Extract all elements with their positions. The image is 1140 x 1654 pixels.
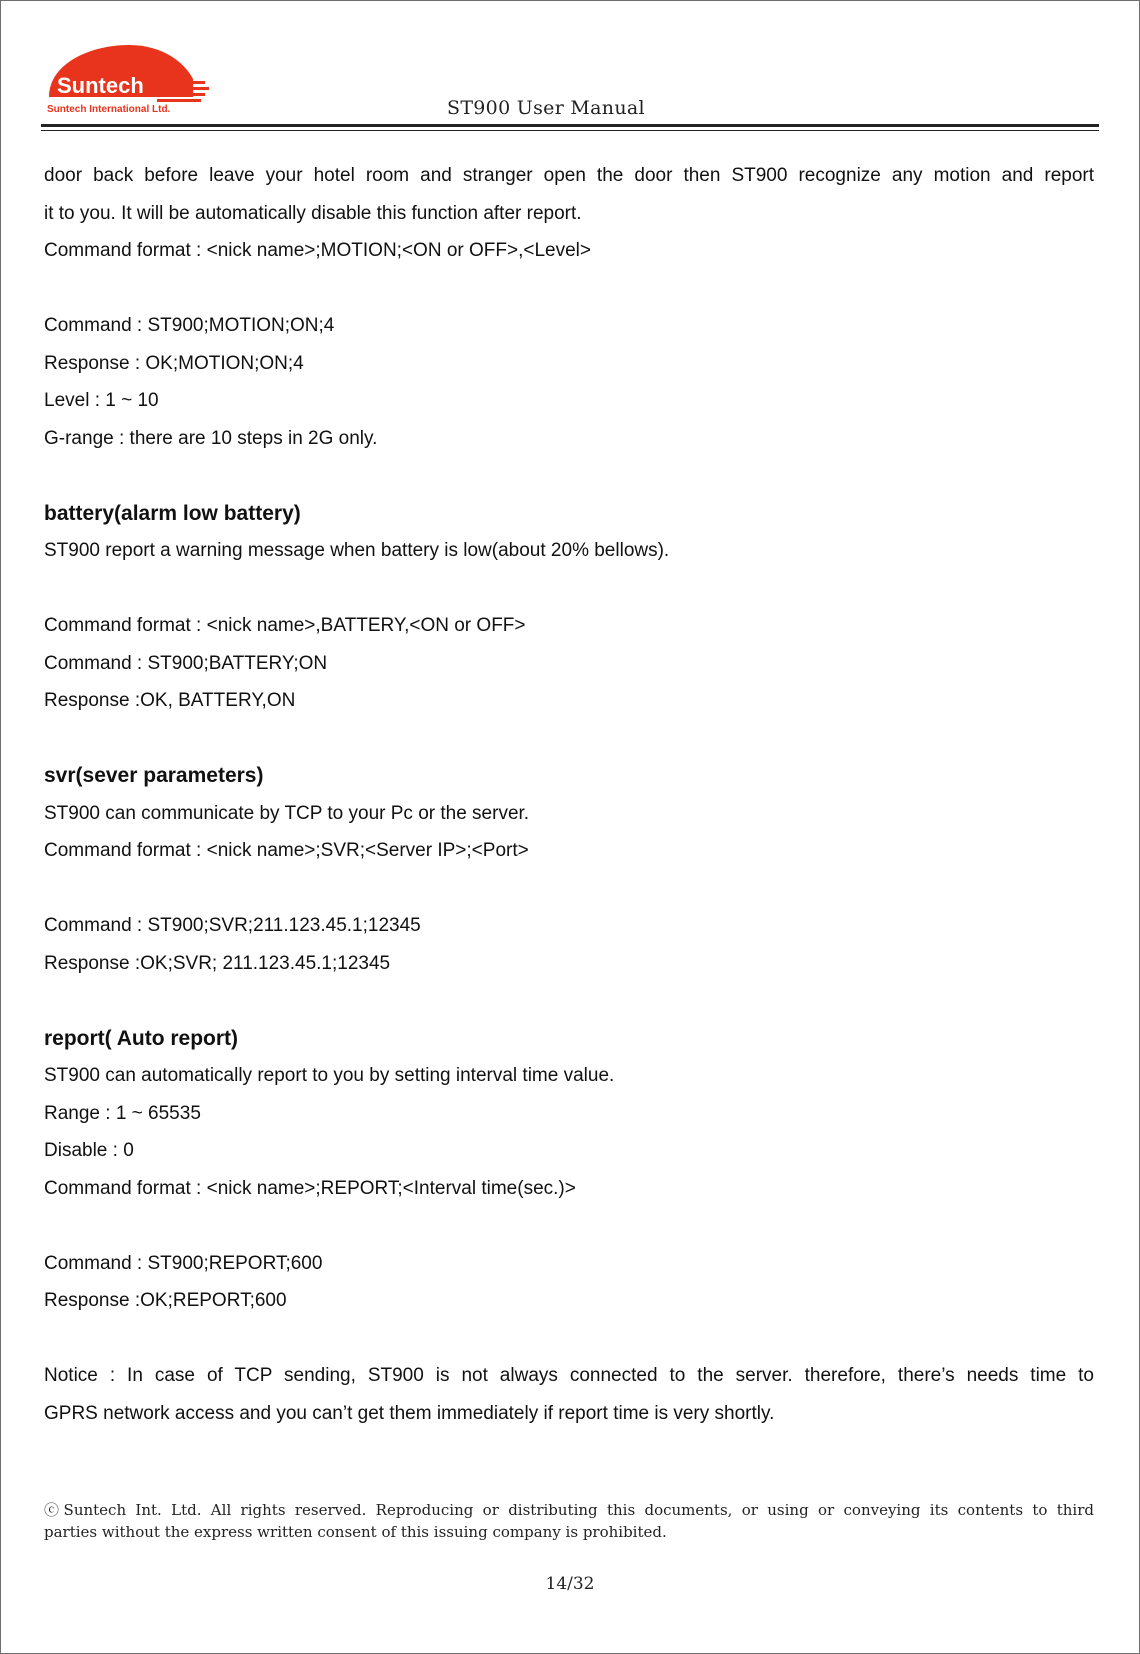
body-line: Range : 1 ~ 65535 (44, 1102, 201, 1124)
section-heading-battery: battery(alarm low battery) (44, 501, 301, 525)
body-line: ST900 can communicate by TCP to your Pc or the server. (44, 802, 530, 824)
command-line: Command : ST900;MOTION;ON;4 (44, 315, 335, 336)
command-line: Command : ST900;BATTERY;ON (44, 652, 328, 674)
notice-line: Notice : In case of TCP sending, ST900 is not always connected to the server. therefore, there’s needs time to (44, 1365, 1094, 1386)
body-line: door back before leave your hotel room and stranger open the door then ST900 recognize any motion and report (44, 165, 1094, 186)
command-line: Command : ST900;REPORT;600 (44, 1252, 323, 1274)
manual-title: ST900 User Manual (447, 97, 645, 119)
blank-line (44, 870, 1094, 908)
svg-text:Suntech: Suntech (57, 73, 144, 98)
response-line: Response :OK;REPORT;600 (44, 1290, 287, 1311)
body-line: it to you. It will be automatically disable this function after report. (44, 202, 582, 224)
svg-text:Suntech International Ltd.: Suntech International Ltd. (47, 104, 171, 115)
header-rule-thick (41, 124, 1099, 127)
copyright-line: parties without the express written consent of this issuing company is prohibited. (44, 1523, 667, 1541)
page-number: 14/32 (545, 1574, 595, 1594)
section-heading-report: report( Auto report) (44, 1026, 239, 1050)
body-line: G-range : there are 10 steps in 2G only. (44, 427, 378, 449)
blank-line (44, 1320, 1094, 1358)
command-format-line: Command format : <nick name>,BATTERY,<ON or OFF> (44, 615, 526, 636)
blank-line (44, 1207, 1094, 1245)
body-line: Level : 1 ~ 10 (44, 390, 159, 411)
copyright-notice (44, 1499, 1094, 1543)
copyright-line: ⓒSuntech Int. Ltd. All rights reserved. Reproducing or distributing this documents, or using or conveying its contents to third (44, 1501, 1094, 1519)
blank-line (44, 720, 1094, 758)
body-line: ST900 report a warning message when battery is low(about 20% bellows). (44, 540, 670, 561)
blank-line (44, 270, 1094, 308)
blank-line (44, 457, 1094, 495)
body-line: Disable : 0 (44, 1140, 134, 1161)
response-line: Response :OK;SVR; 211.123.45.1;12345 (44, 952, 391, 974)
command-format-line: Command format : <nick name>;SVR;<Server IP>;<Port> (44, 840, 529, 861)
command-format-line: Command format : <nick name>;REPORT;<Interval time(sec.)> (44, 1177, 576, 1199)
section-heading-svr: svr(sever parameters) (44, 764, 264, 787)
command-format-line: Command format : <nick name>;MOTION;<ON or OFF>,<Level> (44, 240, 591, 261)
page-content (44, 157, 1094, 1432)
blank-line (44, 570, 1094, 608)
command-line: Command : ST900;SVR;211.123.45.1;12345 (44, 915, 421, 936)
header-rule-thin (41, 130, 1099, 131)
suntech-logo (45, 41, 210, 117)
notice-line: GPRS network access and you can’t get them immediately if report time is very shortly. (44, 1402, 775, 1424)
blank-line (44, 982, 1094, 1020)
response-line: Response : OK;MOTION;ON;4 (44, 352, 304, 374)
response-line: Response :OK, BATTERY,ON (44, 690, 296, 711)
body-line: ST900 can automatically report to you by setting interval time value. (44, 1065, 615, 1086)
